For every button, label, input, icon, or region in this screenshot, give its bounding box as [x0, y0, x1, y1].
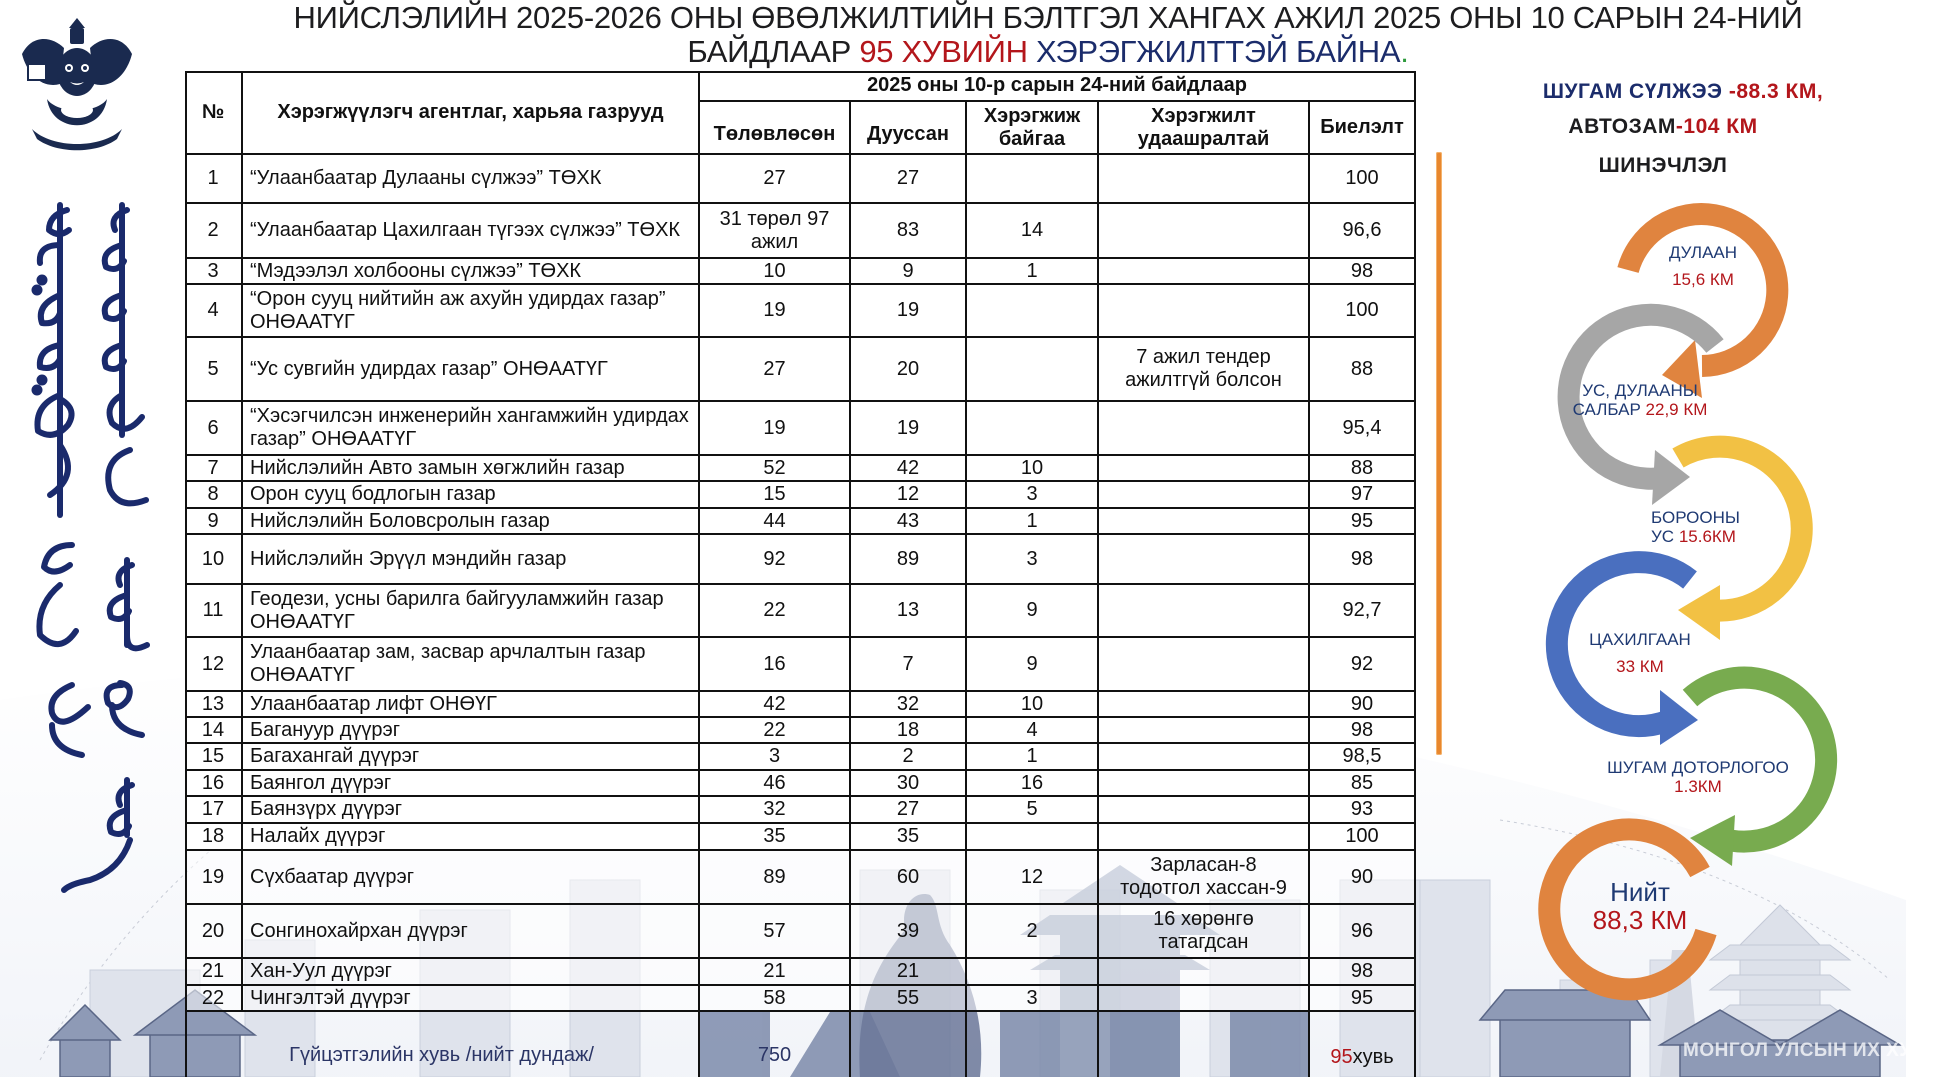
total-label: Гүйцэтгэлийн хувь /нийт дундаж/: [185, 1012, 700, 1077]
step-lining-value: 1.3КМ: [1674, 777, 1722, 796]
cell-no: 22: [185, 986, 243, 1012]
step-water-value: 22,9 КМ: [1645, 400, 1708, 419]
total-planned: 750: [700, 1012, 851, 1077]
cell-no: 8: [185, 482, 243, 509]
cell-delayed: [1099, 482, 1310, 509]
cell-done: 32: [851, 692, 967, 718]
cell-in-progress: 10: [967, 692, 1099, 718]
cell-in-progress: 4: [967, 718, 1099, 744]
cell-no: 1: [185, 155, 243, 204]
cell-agency: Геодези, усны барилга байгууламжийн газар ОНӨААТҮГ: [243, 585, 700, 638]
cell-in-progress: 9: [967, 585, 1099, 638]
step-stormwater-name-2: УС: [1651, 527, 1679, 546]
cell-done: 13: [851, 585, 967, 638]
cell-done: 19: [851, 285, 967, 338]
cell-done: 55: [851, 986, 967, 1012]
panel-heading-network-km: -88.3 КМ,: [1728, 80, 1824, 103]
panel-heading-line-2: [1440, 115, 1886, 139]
cell-done: 20: [851, 338, 967, 402]
cell-planned: 16: [700, 638, 851, 692]
cell-no: 5: [185, 338, 243, 402]
cell-in-progress: 12: [967, 851, 1099, 905]
panel-heading-line-1: [1460, 80, 1906, 104]
panel-heading-network: ШУГАМ СҮЛЖЭЭ: [1542, 80, 1729, 103]
cell-planned: 3: [700, 744, 851, 771]
cell-in-progress: [967, 824, 1099, 851]
cell-delayed: [1099, 456, 1310, 482]
cell-planned: 19: [700, 285, 851, 338]
step-electricity-label: [1580, 630, 1700, 676]
cell-completion: 85: [1310, 771, 1416, 797]
cell-done: 60: [851, 851, 967, 905]
cell-agency: Нийслэлийн Авто замын хөгжлийн газар: [243, 456, 700, 482]
total-delayed-empty: [1099, 1012, 1310, 1077]
cell-done: 83: [851, 204, 967, 259]
cell-no: 16: [185, 771, 243, 797]
cell-no: 6: [185, 402, 243, 456]
cell-delayed: [1099, 259, 1310, 285]
cell-delayed: 7 ажил тендер ажилтгүй болсон: [1099, 338, 1310, 402]
cell-done: 43: [851, 509, 967, 535]
cell-delayed: [1099, 718, 1310, 744]
cell-delayed: [1099, 638, 1310, 692]
cell-in-progress: 9: [967, 638, 1099, 692]
cell-no: 12: [185, 638, 243, 692]
cell-delayed: [1099, 824, 1310, 851]
cell-no: 2: [185, 204, 243, 259]
progress-table: [185, 71, 1416, 1077]
cell-agency: Баянзүрх дүүрэг: [243, 797, 700, 824]
cell-planned: 42: [700, 692, 851, 718]
cell-agency: “Улаанбаатар Цахилгаан түгээх сүлжээ” ТӨХК: [243, 204, 700, 259]
header-delayed: Хэрэгжилт удаашралтай: [1099, 102, 1310, 155]
cell-completion: 95: [1310, 509, 1416, 535]
cell-no: 15: [185, 744, 243, 771]
cell-delayed: [1099, 204, 1310, 259]
cell-agency: Сүхбаатар дүүрэг: [243, 851, 700, 905]
step-water-line-2: [1565, 400, 1715, 419]
cell-completion: 88: [1310, 456, 1416, 482]
cell-in-progress: [967, 402, 1099, 456]
cell-in-progress: 14: [967, 204, 1099, 259]
cell-planned: 58: [700, 986, 851, 1012]
panel-heading-road-km: -104 КМ: [1675, 115, 1758, 138]
cell-in-progress: [967, 338, 1099, 402]
cell-in-progress: [967, 155, 1099, 204]
cell-in-progress: 2: [967, 905, 1099, 959]
total-completion: [1310, 1012, 1416, 1077]
cell-planned: 15: [700, 482, 851, 509]
header-no: №: [185, 71, 243, 155]
cell-completion: 98: [1310, 718, 1416, 744]
cell-no: 14: [185, 718, 243, 744]
cell-in-progress: 16: [967, 771, 1099, 797]
cell-no: 17: [185, 797, 243, 824]
cell-completion: 100: [1310, 285, 1416, 338]
title-period: .: [1400, 34, 1409, 69]
cell-no: 20: [185, 905, 243, 959]
header-date-group: 2025 оны 10-р сарын 24-ний байдлаар: [700, 71, 1416, 102]
cell-done: 27: [851, 155, 967, 204]
header-agency: Хэрэгжүүлэгч агентлаг, харьяа газрууд: [243, 71, 700, 155]
panel-heading-road: АВТОЗАМ: [1568, 115, 1676, 138]
header-completion: Биелэлт: [1310, 102, 1416, 155]
cell-completion: 100: [1310, 824, 1416, 851]
cell-in-progress: 1: [967, 509, 1099, 535]
garuda-emblem-logo: [12, 14, 142, 154]
cell-planned: 92: [700, 535, 851, 585]
cell-agency: Хан-Уул дүүрэг: [243, 959, 700, 986]
cell-planned: 32: [700, 797, 851, 824]
cell-completion: 98: [1310, 535, 1416, 585]
cell-agency: Нийслэлийн Эрүүл мэндийн газар: [243, 535, 700, 585]
watermark-text: МОНГОЛ УЛСЫН ИХ ХУРАЛ: [1683, 1040, 1951, 1061]
cell-in-progress: 10: [967, 456, 1099, 482]
cell-completion: 95,4: [1310, 402, 1416, 456]
cell-agency: “Орон сууц нийтийн аж ахуйн удирдах газар” ОНӨААТҮГ: [243, 285, 700, 338]
step-electricity-value: 33 КМ: [1616, 657, 1664, 676]
step-lining-label: [1598, 758, 1798, 796]
cell-completion: 97: [1310, 482, 1416, 509]
title-segment-dark: БАЙДЛААР: [687, 34, 860, 69]
cell-done: 35: [851, 824, 967, 851]
cell-agency: Чингэлтэй дүүрэг: [243, 986, 700, 1012]
cell-no: 21: [185, 959, 243, 986]
cell-agency: Налайх дүүрэг: [243, 824, 700, 851]
cell-planned: 52: [700, 456, 851, 482]
cell-in-progress: [967, 959, 1099, 986]
step-stormwater-name: БОРООНЫ: [1651, 508, 1740, 527]
step-heating-value: 15,6 КМ: [1672, 270, 1734, 289]
cell-agency: “Ус сувгийн удирдах газар” ОНӨААТҮГ: [243, 338, 700, 402]
step-heating-name: ДУЛААН: [1668, 243, 1738, 262]
cell-no: 13: [185, 692, 243, 718]
cell-completion: 93: [1310, 797, 1416, 824]
cell-done: 18: [851, 718, 967, 744]
cell-no: 7: [185, 456, 243, 482]
cell-no: 3: [185, 259, 243, 285]
cell-delayed: [1099, 744, 1310, 771]
step-lining-name: ШУГАМ ДОТОРЛОГОО: [1607, 758, 1789, 777]
cell-no: 19: [185, 851, 243, 905]
total-done-empty: [851, 1012, 967, 1077]
cell-in-progress: 3: [967, 482, 1099, 509]
cell-agency: Улаанбаатар лифт ОНӨҮГ: [243, 692, 700, 718]
cell-delayed: [1099, 402, 1310, 456]
cell-completion: 96,6: [1310, 204, 1416, 259]
header-done: Дууссан: [851, 102, 967, 155]
cell-planned: 27: [700, 338, 851, 402]
step-stormwater-line-2: [1651, 527, 1751, 546]
cell-planned: 35: [700, 824, 851, 851]
cell-delayed: [1099, 585, 1310, 638]
cell-planned: 27: [700, 155, 851, 204]
cell-delayed: [1099, 797, 1310, 824]
cell-done: 39: [851, 905, 967, 959]
cell-in-progress: 5: [967, 797, 1099, 824]
cell-no: 4: [185, 285, 243, 338]
cell-planned: 10: [700, 259, 851, 285]
cell-no: 18: [185, 824, 243, 851]
cell-agency: Баянгол дүүрэг: [243, 771, 700, 797]
cell-delayed: [1099, 771, 1310, 797]
cell-in-progress: 3: [967, 535, 1099, 585]
cell-in-progress: 3: [967, 986, 1099, 1012]
cell-delayed: [1099, 509, 1310, 535]
cell-completion: 92: [1310, 638, 1416, 692]
step-heating-label: [1655, 243, 1751, 289]
cell-completion: 96: [1310, 905, 1416, 959]
total-label-ring: [1580, 878, 1700, 934]
cell-completion: 98: [1310, 259, 1416, 285]
cell-done: 2: [851, 744, 967, 771]
cell-planned: 21: [700, 959, 851, 986]
cell-delayed: [1099, 692, 1310, 718]
cell-in-progress: [967, 285, 1099, 338]
cell-agency: Улаанбаатар зам, засвар арчлалтын газар ОНӨААТҮГ: [243, 638, 700, 692]
cell-completion: 92,7: [1310, 585, 1416, 638]
cell-done: 89: [851, 535, 967, 585]
panel-heading-line-3: ШИНЭЧЛЭЛ: [1598, 154, 1728, 177]
cell-delayed: Зарласан-8 тодотгол хассан-9: [1099, 851, 1310, 905]
cell-done: 27: [851, 797, 967, 824]
step-stormwater-value: 15.6КМ: [1678, 527, 1736, 546]
cell-no: 11: [185, 585, 243, 638]
header-in-progress: Хэрэгжиж байгаа: [967, 102, 1099, 155]
cell-planned: 19: [700, 402, 851, 456]
cell-completion: 90: [1310, 692, 1416, 718]
cell-completion: 100: [1310, 155, 1416, 204]
cell-done: 30: [851, 771, 967, 797]
cell-delayed: [1099, 959, 1310, 986]
total-completion-value: 95: [1330, 1046, 1353, 1068]
step-water-name-2: САЛБАР: [1572, 400, 1646, 419]
step-electricity-name: ЦАХИЛГААН: [1589, 630, 1691, 649]
total-completion-unit: хувь: [1352, 1046, 1394, 1068]
cell-agency: Орон сууц бодлогын газар: [243, 482, 700, 509]
cell-delayed: [1099, 535, 1310, 585]
page-title-line-2: [190, 34, 1906, 70]
cell-no: 10: [185, 535, 243, 585]
cell-in-progress: 1: [967, 259, 1099, 285]
cell-done: 21: [851, 959, 967, 986]
cell-agency: “Улаанбаатар Дулааны сүлжээ” ТӨХК: [243, 155, 700, 204]
cell-completion: 88: [1310, 338, 1416, 402]
cell-planned: 89: [700, 851, 851, 905]
step-water-name: УС, ДУЛААНЫ: [1582, 381, 1698, 400]
cell-agency: “Хэсэгчилсэн инженерийн хангамжийн удирдах газар” ОНӨААТҮГ: [243, 402, 700, 456]
title-segment-navy: ХЭРЭГЖИЛТТЭЙ БАЙНА: [1027, 34, 1401, 69]
title-highlight-percent: 95 ХУВИЙН: [859, 34, 1028, 69]
cell-agency: Багахангай дүүрэг: [243, 744, 700, 771]
cell-planned: 22: [700, 718, 851, 744]
total-ring-value: 88,3 КМ: [1592, 905, 1688, 935]
cell-planned: 44: [700, 509, 851, 535]
header-planned: Төлөвлөсөн: [700, 102, 851, 155]
cell-done: 19: [851, 402, 967, 456]
cell-delayed: 16 хөрөнгө татагдсан: [1099, 905, 1310, 959]
cell-planned: 57: [700, 905, 851, 959]
cell-planned: 46: [700, 771, 851, 797]
cell-agency: Нийслэлийн Боловсролын газар: [243, 509, 700, 535]
cell-agency: “Мэдээлэл холбооны сүлжээ” ТӨХК: [243, 259, 700, 285]
cell-completion: 98,5: [1310, 744, 1416, 771]
cell-completion: 95: [1310, 986, 1416, 1012]
cell-agency: Сонгинохайрхан дүүрэг: [243, 905, 700, 959]
cell-agency: Багануур дүүрэг: [243, 718, 700, 744]
mongolian-script-text: [12, 185, 162, 905]
cell-delayed: [1099, 155, 1310, 204]
cell-completion: 90: [1310, 851, 1416, 905]
total-in-progress-empty: [967, 1012, 1099, 1077]
total-ring-name: Нийт: [1610, 877, 1670, 907]
cell-in-progress: 1: [967, 744, 1099, 771]
cell-delayed: [1099, 285, 1310, 338]
page-title-line-1: НИЙСЛЭЛИЙН 2025-2026 ОНЫ ӨВӨЛЖИЛТИЙН БЭЛТГЭЛ ХАНГАХ АЖИЛ 2025 ОНЫ 10 САРЫН 24-НИЙ: [293, 0, 1803, 35]
step-water-label: [1565, 381, 1715, 419]
cell-done: 7: [851, 638, 967, 692]
cell-completion: 98: [1310, 959, 1416, 986]
cell-done: 42: [851, 456, 967, 482]
step-stormwater-label: [1651, 508, 1751, 546]
cell-done: 12: [851, 482, 967, 509]
cell-done: 9: [851, 259, 967, 285]
cell-planned: 31 төрөл 97 ажил: [700, 204, 851, 259]
cell-planned: 22: [700, 585, 851, 638]
cell-delayed: [1099, 986, 1310, 1012]
cell-no: 9: [185, 509, 243, 535]
